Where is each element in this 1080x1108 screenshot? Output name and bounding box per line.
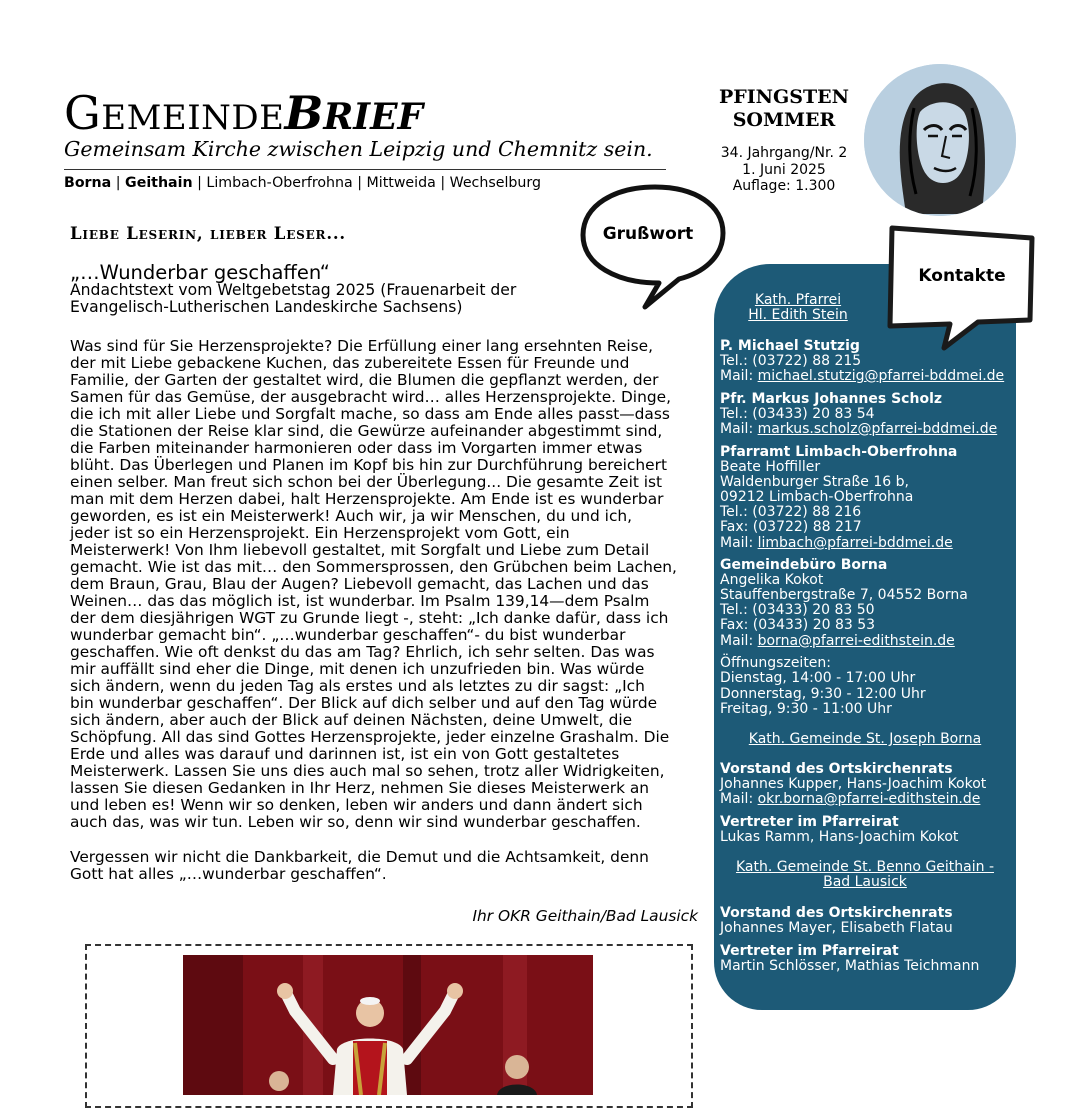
place-borna: Borna [64, 175, 112, 191]
benno-council-title: Vertreter im Pfarreirat [720, 943, 899, 959]
contact-limbach-mail: Mail: limbach@pfarrei-bddmei.de [720, 535, 953, 551]
opening-hours-friday: Freitag, 9:30 - 11:00 Uhr [720, 701, 892, 717]
benno-parish-link[interactable]: Kath. Gemeinde St. Benno Geithain - Bad Lausick [735, 859, 994, 891]
article-source: Andachtstext vom Weltgebetstag 2025 (Frauenarbeit der Evangelisch-Lutherischen Landeskirche Sachsens) [70, 281, 517, 316]
joseph-board-mail: Mail: okr.borna@pfarrei-edithstein.de [720, 791, 981, 807]
article-line: einen selber. Man freut sich schon bei der Überlegung... Die gesamte Zeit ist [70, 473, 663, 491]
article-line: Was sind für Sie Herzensprojekte? Die Erfüllung einer lang ersehnten Reise, [70, 337, 653, 355]
article-line: gemacht. Wie ist das mit… den Sommersprossen, den Grübchen beim Lachen, [70, 558, 677, 576]
limbach-mail-link[interactable]: limbach@pfarrei-bddmei.de [757, 535, 953, 551]
benno-board-names: Johannes Mayer, Elisabeth Flatau [720, 920, 953, 936]
article-line: man mit dem Herzen dabei, halt Herzensprojekte. Am Ende ist es wunderbar [70, 490, 664, 508]
contact-limbach-tel: Tel.: (03722) 88 216 [720, 504, 862, 520]
masthead-subtitle: Gemeinsam Kirche zwischen Leipzig und Chemnitz sein. [64, 137, 653, 161]
contact-borna-person: Angelika Kokot [720, 572, 824, 588]
stutzig-mail-link[interactable]: michael.stutzig@pfarrei-bddmei.de [757, 368, 1005, 384]
benno-board-title: Vorstand des Ortskirchenrats [720, 905, 953, 921]
greeting-bubble-label: Grußwort [602, 224, 694, 244]
contact-limbach-fax: Fax: (03722) 88 217 [720, 519, 862, 535]
contact-limbach-name: Pfarramt Limbach-Oberfrohna [720, 444, 958, 460]
greeting-heading: Liebe Leserin, lieber Leser... [70, 224, 346, 243]
edition-volume: 34. Jahrgang/Nr. 2 [720, 145, 848, 161]
article-line: Samen für das Gemüse, der ausgebracht wird… alles Herzensprojekte. Dinge, [70, 388, 671, 406]
article-signature: Ihr OKR Geithain/Bad Lausick [472, 907, 698, 925]
article-line: blüht. Das Überlegen und Planen im Kopf bis hin zur Durchführung bereichert [70, 456, 667, 474]
contact-limbach-city: 09212 Limbach-Oberfrohna [720, 489, 914, 505]
article-line: der dem diesjährigen WGT zu Grunde liegt -, steht: „Ich danke dafür, dass ich [70, 609, 669, 627]
article-line: Familie, der Garten der gestaltet wird, die Blumen die gepflanzt werden, der [70, 371, 659, 389]
contact-limbach-street: Waldenburger Straße 16 b, [720, 474, 909, 490]
contact-limbach-person: Beate Hoffiller [720, 459, 821, 475]
article-body [70, 338, 700, 883]
article-line: die Farben miteinander harmonieren oder dass im Vorgarten immer etwas [70, 439, 643, 457]
contact-scholz-mail: Mail: markus.scholz@pfarrei-bddmei.de [720, 421, 998, 437]
article-paragraph [70, 338, 700, 831]
article-title: „…Wunderbar geschaffen“ [70, 261, 330, 284]
article-line: lassen Sie diesen Gedanken in Ihr Herz, nehmen Sie dieses Meisterwerk an [70, 779, 650, 797]
article-line: die Stationen der Reise klar sind, die Gewürze aufeinander abgestimmt sind, [70, 422, 663, 440]
article-line: jeder ist so ein Herzensprojekt. Ein Herzensprojekt vom Gott, ein [70, 524, 570, 542]
joseph-council-names: Lukas Ramm, Hans-Joachim Kokot [720, 829, 959, 845]
portrait-sketch-icon [864, 64, 1016, 216]
portrait-illustration [864, 64, 1016, 216]
masthead-title: GEMEINDEBRIEF [64, 86, 424, 140]
article-line: auch das, was wir tun. Leben wir so, denn wir sind wunderbar geschaffen. [70, 813, 641, 831]
contact-borna-mail: Mail: borna@pfarrei-edithstein.de [720, 633, 955, 649]
opening-hours-thursday: Donnerstag, 9:30 - 12:00 Uhr [720, 686, 926, 702]
contact-borna-fax: Fax: (03433) 20 83 53 [720, 617, 876, 633]
article-line: wunderbar gemacht bin“. „…wunderbar geschaffen“- du bist wunderbar [70, 626, 626, 644]
contact-scholz-name: Pfr. Markus Johannes Scholz [720, 391, 943, 407]
contact-scholz-tel: Tel.: (03433) 20 83 54 [720, 406, 875, 422]
article-line: geworden, es ist ein Meisterwerk! Auch wir, ja wir Menschen, du und ich, [70, 507, 633, 525]
pope-photo [183, 955, 593, 1095]
joseph-council-title: Vertreter im Pfarreirat [720, 814, 899, 830]
article-line: dem Braun, Grau, Blau der Augen? Liebevoll gemacht, das Lachen und das [70, 575, 649, 593]
parish-link[interactable]: Kath. Pfarrei Hl. Edith Stein [748, 292, 848, 324]
edition-circulation: Auflage: 1.300 [732, 178, 836, 194]
joseph-board-names: Johannes Kupper, Hans-Joachim Kokot [720, 776, 987, 792]
joseph-board-title: Vorstand des Ortskirchenrats [720, 761, 953, 777]
contact-stutzig-tel: Tel.: (03722) 88 215 [720, 353, 862, 369]
contacts-bubble-label: Kontakte [918, 266, 1006, 286]
place-limbach: Limbach-Oberfrohna [206, 175, 353, 191]
contact-borna-street: Stauffenbergstraße 7, 04552 Borna [720, 587, 968, 603]
contact-borna-tel: Tel.: (03433) 20 83 50 [720, 602, 875, 618]
article-line: der mit Liebe gebackene Kuchen, das zubereitete Essen für Freunde und [70, 354, 630, 372]
contact-borna-name: Gemeindebüro Borna [720, 557, 888, 573]
article-line: sich ändern, aber auch der Blick auf deinen Nächsten, deine Umwelt, die [70, 711, 633, 729]
okr-borna-mail-link[interactable]: okr.borna@pfarrei-edithstein.de [757, 791, 981, 807]
joseph-parish-link[interactable]: Kath. Gemeinde St. Joseph Borna [748, 731, 982, 747]
masthead-places: Borna | Geithain | Limbach-Oberfrohna | Mittweida | Wechselburg [64, 175, 541, 191]
place-mittweida: Mittweida [366, 175, 436, 191]
scholz-mail-link[interactable]: markus.scholz@pfarrei-bddmei.de [757, 421, 998, 437]
greeting-speech-bubble [575, 183, 727, 311]
article-line: Erde und alles was darauf und darinnen ist, ist ein von Gott gestaltetes [70, 745, 620, 763]
place-geithain: Geithain [125, 175, 193, 191]
article-line: und leben es! Wenn wir so denken, leben wir anders und dann ändert sich [70, 796, 643, 814]
article-line: Meisterwerk. Lassen Sie uns dies auch mal so sehen, trotz aller Widrigkeiten, [70, 762, 665, 780]
opening-hours-label: Öffnungszeiten: [720, 655, 832, 671]
benno-council-names: Martin Schlösser, Mathias Teichmann [720, 958, 980, 974]
article-line: Meisterwerk! Von Ihm liebevoll gestaltet, mit Sorgfalt und Liebe zum Detail [70, 541, 650, 559]
article-closing: Vergessen wir nicht die Dankbarkeit, die Demut und die Achtsamkeit, denn Gott hat alles „…wunderbar geschaffen“. [70, 848, 649, 883]
masthead-divider [64, 169, 666, 170]
edition-date: 1. Juni 2025 [742, 161, 826, 178]
article-line: Weinen… das das möglich ist, ist wunderbar. Im Psalm 139,14—dem Psalm [70, 592, 650, 610]
article-line: mir auffällt sind eher die Dinge, mit denen ich unzufrieden bin. Was würde [70, 660, 645, 678]
contact-stutzig-name: P. Michael Stutzig [720, 338, 860, 354]
edition-title: PFINGSTEN SOMMER [719, 86, 849, 131]
article-line: Schöpfung. All das sind Gottes Herzensprojekte, jeder einzelne Grashalm. Die [70, 728, 670, 746]
article-line: bin wunderbar geschaffen“. Der Blick auf dich selber und auf den Tag würde [70, 694, 658, 712]
article-line: sich ändern, wenn du jeden Tag als erstes und als letztes zu dir sagst: „Ich [70, 677, 645, 695]
article-line: die ich mit aller Liebe und Sorgfalt mache, so dass am Ende alles passt—dass [70, 405, 670, 423]
pope-balcony-photo-icon [183, 955, 593, 1095]
contact-stutzig-mail: Mail: michael.stutzig@pfarrei-bddmei.de [720, 368, 1005, 384]
place-wechselburg: Wechselburg [449, 175, 541, 191]
borna-mail-link[interactable]: borna@pfarrei-edithstein.de [757, 633, 955, 649]
contacts-speech-bubble [880, 222, 1038, 352]
opening-hours-tuesday: Dienstag, 14:00 - 17:00 Uhr [720, 670, 916, 686]
article-line: geschaffen. Wie oft denkst du das am Tag? Ehrlich, ich sehr selten. Das was [70, 643, 655, 661]
